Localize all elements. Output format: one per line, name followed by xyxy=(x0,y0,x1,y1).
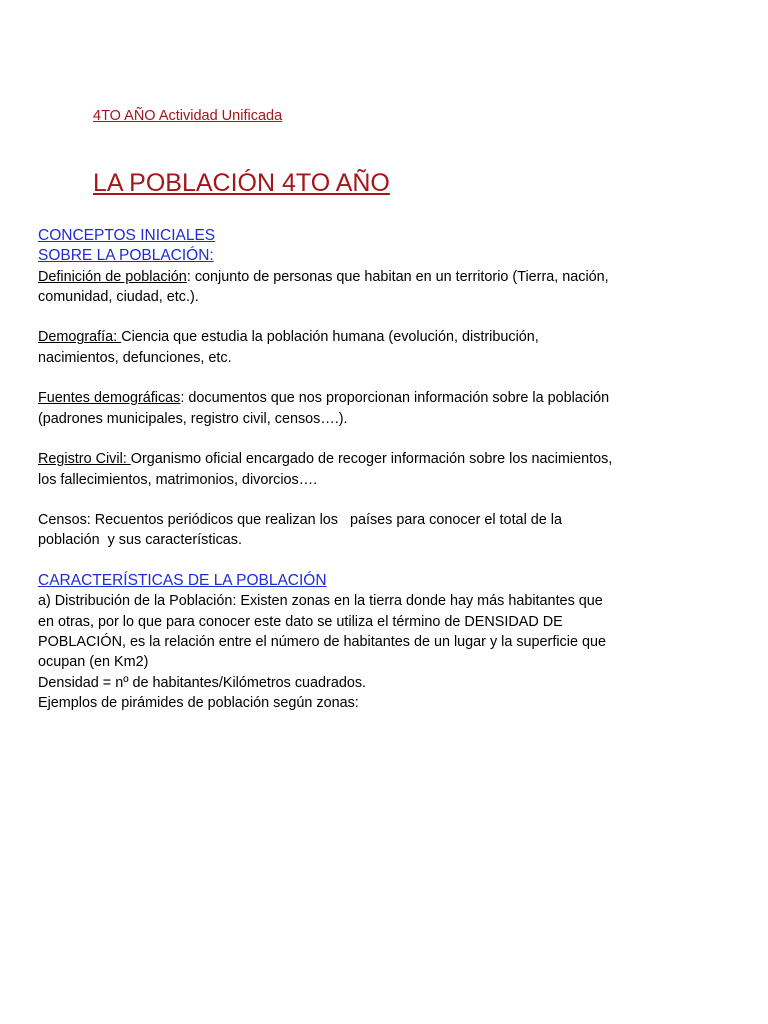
paragraph-line: Ejemplos de pirámides de población según zonas: xyxy=(38,694,359,711)
document-kicker: 4TO AÑO Actividad Unificada xyxy=(93,108,283,124)
definition-registro-civil xyxy=(38,449,678,490)
paragraph-line: a) Distribución de la Población: Existen zonas en la tierra donde hay más habitantes que xyxy=(38,593,603,610)
document-body xyxy=(38,226,678,713)
definition-poblacion xyxy=(38,267,678,308)
definition-term: Definición de población xyxy=(38,268,187,285)
paragraph-line: POBLACIÓN, es la relación entre el número de habitantes de un lugar y la superficie que xyxy=(38,633,606,650)
definition-term: Registro Civil: xyxy=(38,451,131,468)
definition-text-cont: comunidad, ciudad, etc.). xyxy=(38,288,199,305)
definition-text: Organismo oficial encargado de recoger información sobre los nacimientos, xyxy=(130,451,613,468)
definition-text: conjunto de personas que habitan en un territorio (Tierra, nación, xyxy=(194,268,609,285)
definition-separator: : xyxy=(186,268,195,285)
definition-text-cont: (padrones municipales, registro civil, censos….). xyxy=(38,410,348,427)
definition-text-cont: los fallecimientos, matrimonios, divorcios…. xyxy=(38,471,318,488)
definition-demografia xyxy=(38,327,678,368)
censos-text: Censos: Recuentos periódicos que realizan los países para conocer el total de la xyxy=(38,512,562,529)
paragraph-line: Densidad = nº de habitantes/Kilómetros cuadrados. xyxy=(38,674,367,691)
definition-text-cont: nacimientos, defunciones, etc. xyxy=(38,349,232,366)
section-heading-caracteristicas: CARACTERÍSTICAS DE LA POBLACIÓN xyxy=(38,572,327,590)
section-heading-sobre-poblacion: SOBRE LA POBLACIÓN: xyxy=(38,247,214,265)
caracteristicas-paragraph xyxy=(38,591,678,713)
definition-censos xyxy=(38,510,678,551)
document-title: LA POBLACIÓN 4TO AÑO xyxy=(93,169,390,197)
definition-term: Demografía: xyxy=(38,329,122,346)
section-heading-conceptos: CONCEPTOS INICIALES xyxy=(38,227,216,244)
censos-text-cont: población y sus características. xyxy=(38,532,242,549)
definition-text: Ciencia que estudia la población humana (evolución, distribución, xyxy=(121,329,539,346)
definition-term: Fuentes demográficas xyxy=(38,390,181,407)
definition-fuentes xyxy=(38,388,678,429)
definition-separator: : xyxy=(180,390,189,407)
paragraph-line: en otras, por lo que para conocer este dato se utiliza el término de DENSIDAD DE xyxy=(38,613,563,630)
paragraph-line: ocupan (en Km2) xyxy=(38,654,149,671)
definition-text: documentos que nos proporcionan información sobre la población xyxy=(188,390,610,407)
